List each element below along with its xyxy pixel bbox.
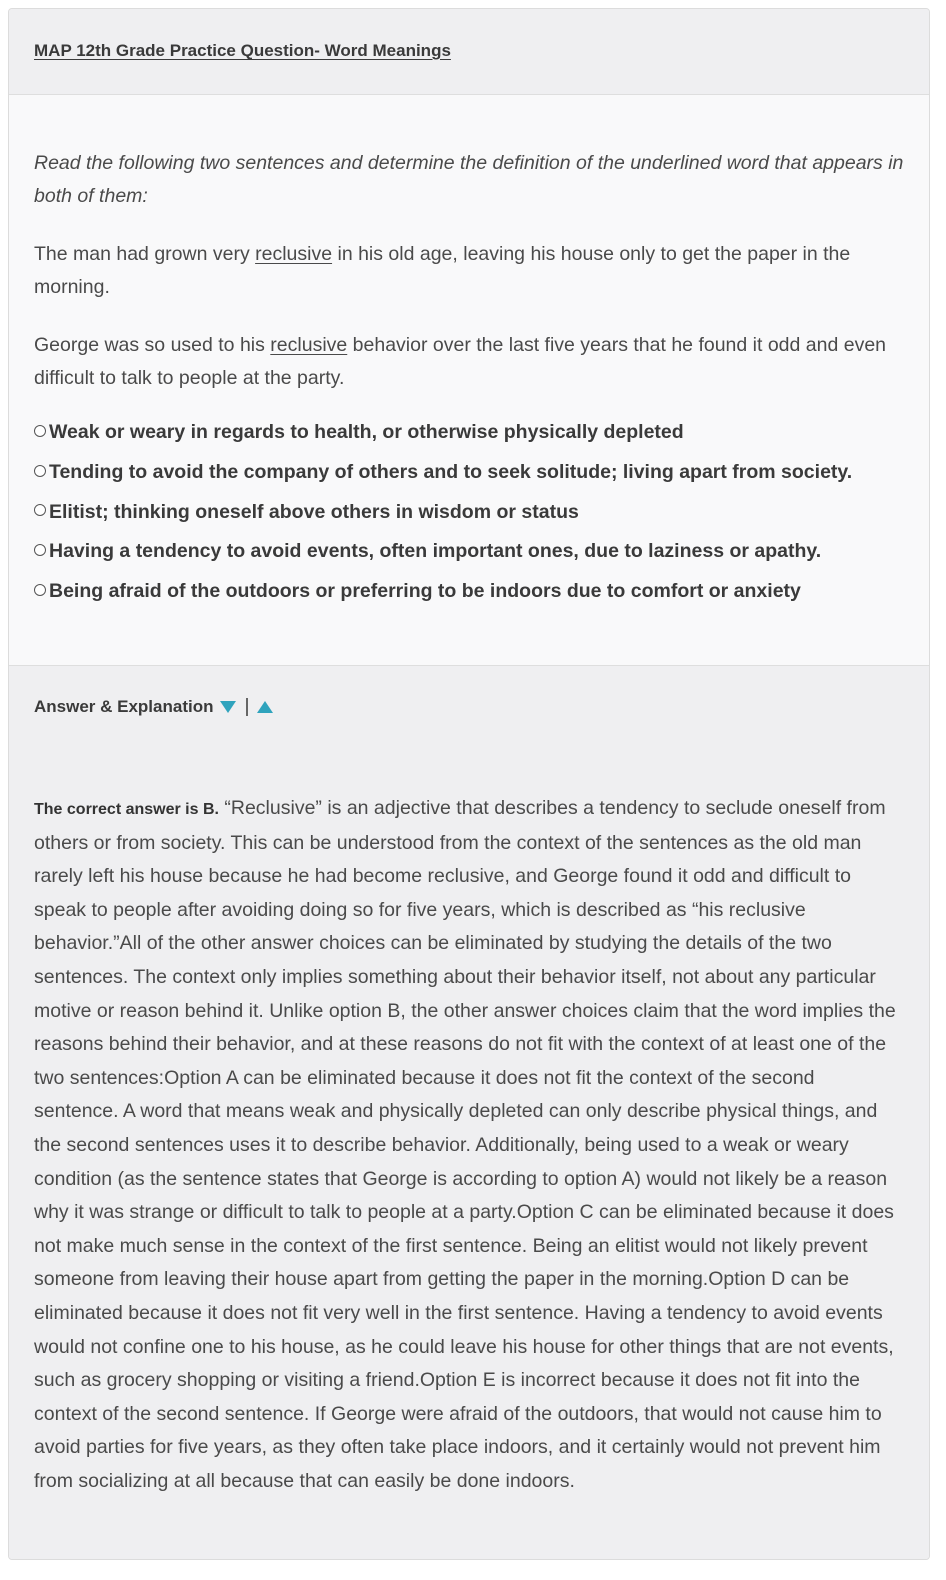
radio-button[interactable] <box>34 544 46 556</box>
underlined-word: reclusive <box>255 243 333 265</box>
collapse-triangle-icon[interactable] <box>257 701 273 713</box>
option-label: Elitist; thinking oneself above others in wisdom or status <box>49 500 579 523</box>
sentence-text: behavior over the last five years that he found it odd and even difficult to talk to people at the party. <box>34 334 887 389</box>
answer-option-e[interactable] <box>34 572 924 612</box>
option-label: Having a tendency to avoid events, often important ones, due to laziness or apathy. <box>49 540 822 563</box>
sentence-text: The man had grown very <box>34 243 256 265</box>
page-title: MAP 12th Grade Practice Question- Word Meanings <box>34 41 451 60</box>
toggle-label: Answer & Explanation <box>34 697 214 716</box>
answer-option-c[interactable] <box>34 492 924 532</box>
answer-explanation-text <box>34 792 904 1498</box>
answer-panel <box>9 666 929 1560</box>
answer-option-a[interactable] <box>34 413 924 453</box>
example-sentence-1 <box>34 238 904 304</box>
expand-triangle-icon[interactable] <box>220 701 236 713</box>
sentence-text: in his old age, leaving his house only to get the paper in the morning. <box>34 243 851 298</box>
option-label: Weak or weary in regards to health, or otherwise physically depleted <box>49 421 684 444</box>
example-sentence-2 <box>34 329 904 395</box>
answer-explanation-toggle <box>34 697 273 717</box>
radio-button[interactable] <box>34 425 46 437</box>
answer-options <box>34 413 924 611</box>
answer-option-d[interactable] <box>34 532 924 572</box>
sentence-text: George was so used to his <box>34 334 271 356</box>
separator <box>246 698 248 716</box>
card-header <box>9 9 929 95</box>
question-panel <box>9 95 929 666</box>
practice-question-card <box>8 8 930 1560</box>
explanation-body: “Reclusive” is an adjective that describes a tendency to seclude oneself from others or from society. This can be understood from the context of the sentences as the old man rarely left his house because he had become reclusive, and George found it odd and difficult to speak to people after avoiding doing so for five years, which is described as “his reclusive behavior.”All of the other answer choices can be eliminated by studying the details of the two sentences. The context only implies something about their behavior itself, not about any particular motive or reason behind it. Unlike option B, the other answer choices claim that the word implies the reasons behind their behavior, and at these reasons do not fit with the context of at least one of the two sentences:Option A can be eliminated because it does not fit the context of the second sentence. A word that means weak and physically depleted can only describe physical things, and the second sentences uses it to describe behavior. Additionally, being used to a weak or weary condition (as the sentence states that George is according to option A) would not likely be a reason why it was strange or difficult to talk to people at a party.Option C can be eliminated because it does not make much sense in the context of the first sentence. Being an elitist would not likely prevent someone from leaving their house apart from getting the paper in the morning.Option D can be eliminated because it does not fit very well in the first sentence. Having a tendency to avoid events would not confine one to his house, as he could leave his house for other things that are not events, such as grocery shopping or visiting a friend.Option E is incorrect because it does not fit into the context of the second sentence. If George were afraid of the outdoors, that would not cause him to avoid parties for five years, as they often take place indoors, and it certainly would not prevent him from socializing at all because that can easily be done indoors. <box>34 797 896 1492</box>
radio-button[interactable] <box>34 584 46 596</box>
answer-option-b[interactable] <box>34 453 924 493</box>
radio-button[interactable] <box>34 465 46 477</box>
correct-answer-lead: The correct answer is B. <box>34 801 219 818</box>
underlined-word: reclusive <box>270 334 348 356</box>
question-instructions: Read the following two sentences and determine the definition of the underlined word that appears in both of them: <box>34 152 904 207</box>
option-label: Being afraid of the outdoors or preferring to be indoors due to comfort or anxiety <box>49 580 801 603</box>
radio-button[interactable] <box>34 504 46 516</box>
option-label: Tending to avoid the company of others and to seek solitude; living apart from society. <box>49 461 853 484</box>
